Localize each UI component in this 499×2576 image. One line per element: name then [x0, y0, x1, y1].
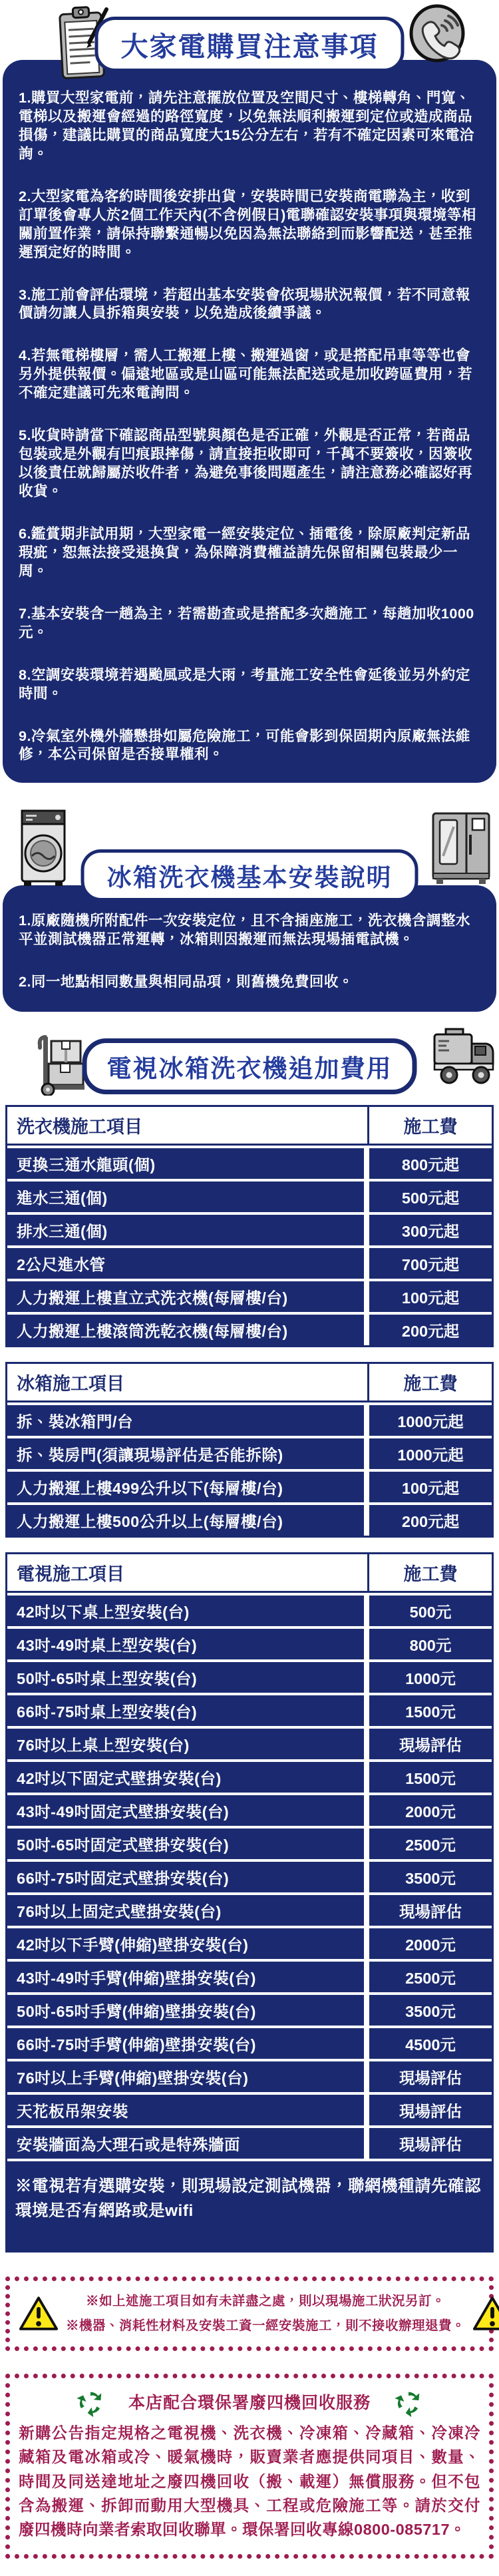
fee-value: 3500元	[369, 1862, 492, 1892]
additional-fees-section	[0, 1026, 499, 2253]
fee-value: 2000元	[369, 1928, 492, 1959]
fee-item-label: 50吋-65吋固定式壁掛安裝(台)	[7, 1828, 364, 1859]
fee-value: 現場評估	[369, 2061, 492, 2092]
table-row	[7, 2095, 492, 2125]
fee-item-label: 50吋-65吋手臂(伸縮)壁掛安裝(台)	[7, 1995, 364, 2026]
washer-fee-table	[5, 1105, 494, 1347]
purchase-notes-title: 大家電購買注意事項	[120, 31, 379, 62]
warning-line: ※機器、消耗性材料及安裝工資一經安裝施工，則不接收辦理退費。	[66, 2318, 466, 2333]
table-row	[7, 1405, 492, 1436]
basic-install-section	[0, 805, 499, 1012]
fee-value: 2500元	[369, 1962, 492, 1992]
section-title-pill	[81, 849, 418, 901]
fee-value: 800元	[369, 1629, 492, 1659]
fee-item-label: 人力搬運上樓500公升以上(每層樓/台)	[7, 1505, 364, 1536]
notice-item: 2.大型家電為客約時間後安排出貨，安裝時間已安裝商電聯為主，收到訂單後會專人於2個工作天內(不含例假日)電聯確認安裝事項與環境等相關前置作業，請保持聯繫通暢以免因為無法聯絡到而影響配送，甚至推遲預定好的時間。	[19, 188, 476, 260]
notice-item: 3.施工前會評估環境，若超出基本安裝會依現場狀況報價，若不同意報價請勿讓人員拆箱與安裝，以免造成後續爭議。	[19, 286, 470, 322]
table-body	[7, 1405, 492, 1536]
fee-item-label: 76吋以上桌上型安裝(台)	[7, 1729, 364, 1759]
fee-value: 500元	[369, 1596, 492, 1626]
table-row	[7, 1438, 492, 1469]
fee-item-label: 66吋-75吋桌上型安裝(台)	[7, 1695, 364, 1726]
fee-item-label: 42吋以下桌上型安裝(台)	[7, 1596, 364, 1626]
table-row	[7, 1695, 492, 1726]
fee-value: 200元起	[369, 1505, 492, 1536]
fee-item-label: 拆、裝房門(須讓現場評估是否能拆除)	[7, 1438, 364, 1469]
table-row	[7, 2061, 492, 2092]
warning-text	[66, 2289, 465, 2338]
fee-item-label: 76吋以上手臂(伸縮)壁掛安裝(台)	[7, 2061, 364, 2092]
fee-item-label: 人力搬運上樓直立式洗衣機(每層樓/台)	[7, 1281, 364, 1312]
additional-fees-header	[0, 1026, 499, 1094]
fee-value: 800元起	[369, 1148, 492, 1179]
table-row	[7, 1895, 492, 1926]
fee-item-label: 42吋以下固定式壁掛安裝(台)	[7, 1762, 364, 1793]
notice-item: 8.空調安裝環境若遇颱風或是大雨，考量施工安全性會延後並另外約定時間。	[19, 666, 470, 702]
fee-value: 1500元	[369, 1695, 492, 1726]
fee-item-label: 50吋-65吋桌上型安裝(台)	[7, 1662, 364, 1693]
purchase-notes-section	[0, 0, 499, 783]
table-row	[7, 1928, 492, 1959]
table-row	[7, 2028, 492, 2059]
table-row	[7, 1795, 492, 1826]
notice-item: 7.基本安裝含一趟為主，若需勘查或是搭配多次趟施工，每趟加收1000元。	[19, 605, 474, 640]
bottom-spacer	[0, 2559, 499, 2576]
table-header-item: 洗衣機施工項目	[17, 1117, 142, 1138]
delivery-truck-icon	[431, 1026, 496, 1088]
table-row	[7, 1862, 492, 1892]
table-row	[7, 1729, 492, 1759]
recycle-icon	[75, 2386, 106, 2417]
notice-item: 1.購買大型家電前，請先注意擺放位置及空間尺寸、樓梯轉角、門寬、電梯以及搬運會經過的路徑寬度，以免無法順利搬運到定位或造成商品損傷，建議比購買的商品寬度大15公分左右，若有不確定因素可來電洽詢。	[19, 90, 474, 162]
fee-value: 1000元起	[369, 1405, 492, 1436]
table-header-row	[7, 1107, 492, 1146]
fee-value: 現場評估	[369, 1729, 492, 1759]
fee-value: 1000元起	[369, 1438, 492, 1469]
fee-item-label: 人力搬運上樓滾筒洗乾衣機(每層樓/台)	[7, 1315, 364, 1345]
fee-value: 300元起	[369, 1215, 492, 1245]
fee-value: 2000元	[369, 1795, 492, 1826]
fee-value: 100元起	[369, 1472, 492, 1502]
fee-item-label: 排水三通(個)	[7, 1215, 364, 1245]
basic-install-header	[0, 805, 499, 901]
table-row	[7, 1505, 492, 1536]
warning-line: ※如上述施工項目如有未詳盡之處，則以現場施工狀況另訂。	[86, 2293, 446, 2308]
section-title-pill	[95, 17, 405, 72]
table-row	[7, 1248, 492, 1279]
notice-item: 4.若無電梯樓層，需人工搬運上樓、搬運過窗，或是搭配吊車等等也會另外提供報價。偏遠地區或是山區可能無法配送或是加收跨區費用，若不確定建議可先來電詢問。	[19, 347, 473, 401]
fee-item-label: 天花板吊架安裝	[7, 2095, 364, 2125]
tv-install-note: ※電視若有選購安裝，則現場設定測試機器，聯網機種請先確認環境是否有網路或是wifi	[7, 2161, 492, 2251]
purchase-notes-panel	[3, 60, 496, 783]
fee-item-label: 43吋-49吋固定式壁掛安裝(台)	[7, 1795, 364, 1826]
purchase-notes-header	[0, 0, 499, 72]
table-row	[7, 1472, 492, 1502]
fee-value: 2500元	[369, 1828, 492, 1859]
table-row	[7, 1995, 492, 2026]
table-row	[7, 1281, 492, 1312]
fee-item-label: 43吋-49吋手臂(伸縮)壁掛安裝(台)	[7, 1962, 364, 1992]
notice-item: 6.鑑賞期非試用期，大型家電一經安裝定位、插電後，除原廠判定新品瑕疵，恕無法接受退換貨，為保障消費權益請先保留相關包裝最少一周。	[19, 525, 470, 579]
hand-truck-icon	[31, 1032, 90, 1096]
table-row	[7, 1215, 492, 1245]
fee-item-label: 43吋-49吋桌上型安裝(台)	[7, 1629, 364, 1659]
fridge-icon	[430, 811, 492, 887]
table-body	[7, 1148, 492, 1345]
table-row	[7, 1315, 492, 1345]
recycle-title: 本店配合環保署廢四機回收服務	[128, 2393, 371, 2412]
fee-item-label: 拆、裝冰箱門/台	[7, 1405, 364, 1436]
recycle-body-text: 新購公告指定規格之電視機、洗衣機、冷凍箱、冷藏箱、冷凍冷藏箱及電冰箱或冷、暖氣機時，販賣業者應提供同項目、數量、時間及同送達地址之廢四機回收（搬、載運）無償服務。但不包含為搬運、拆卸而動用大型機具、工程或危險施工等。請於交付廢四機時向業者索取回收聯單。環保署回收專線0800-085717。	[19, 2424, 480, 2539]
fee-value: 現場評估	[369, 2095, 492, 2125]
fee-value: 500元起	[369, 1181, 492, 1212]
additional-fees-title: 電視冰箱洗衣機追加費用	[106, 1055, 393, 1083]
table-header-fee: 施工費	[367, 1364, 492, 1400]
washing-machine-icon	[20, 805, 67, 888]
recycle-title-row	[19, 2384, 480, 2421]
recycle-icon	[393, 2386, 424, 2417]
fee-item-label: 66吋-75吋手臂(伸縮)壁掛安裝(台)	[7, 2028, 364, 2059]
table-row	[7, 1181, 492, 1212]
fee-value: 700元起	[369, 1248, 492, 1279]
fee-value: 1000元	[369, 1662, 492, 1693]
fee-item-label: 76吋以上固定式壁掛安裝(台)	[7, 1895, 364, 1926]
fee-item-label: 進水三通(個)	[7, 1181, 364, 1212]
fee-item-label: 2公尺進水管	[7, 1248, 364, 1279]
table-header-row	[7, 1554, 492, 1593]
basic-install-panel	[3, 885, 496, 1012]
table-row	[7, 1148, 492, 1179]
table-header-row	[7, 1364, 492, 1402]
fee-item-label: 人力搬運上樓499公升以下(每層樓/台)	[7, 1472, 364, 1502]
fee-value: 100元起	[369, 1281, 492, 1312]
fee-value: 3500元	[369, 1995, 492, 2026]
install-item: 2.同一地點相同數量與相同品項，則舊機免費回收。	[19, 974, 353, 990]
fee-value: 1500元	[369, 1762, 492, 1793]
fee-tables	[5, 1105, 494, 2253]
tv-fee-table	[5, 1552, 494, 2253]
table-row	[7, 1828, 492, 1859]
fee-value: 現場評估	[369, 1895, 492, 1926]
fee-item-label: 安裝牆面為大理石或是特殊牆面	[7, 2128, 364, 2159]
table-row	[7, 1662, 492, 1693]
warning-triangle-icon	[472, 2295, 499, 2332]
notice-item: 5.收貨時請當下確認商品型號與顏色是否正確，外觀是否正常，若商品包裝或是外觀有凹痕跟摔傷，請直接拒收即可，千萬不要簽收，因簽收以後責任就歸屬於收件者，為避免事後問題產生，請注意務必確認好再收貨。	[19, 427, 473, 499]
warning-box	[5, 2276, 494, 2351]
table-header-item: 電視施工項目	[17, 1564, 124, 1585]
fridge-fee-table	[5, 1362, 494, 1538]
table-row	[7, 1629, 492, 1659]
table-body	[7, 1596, 492, 2159]
phone-icon	[409, 4, 466, 63]
fee-item-label: 42吋以下手臂(伸縮)壁掛安裝(台)	[7, 1928, 364, 1959]
basic-install-title: 冰箱洗衣機基本安裝說明	[106, 864, 393, 892]
table-header-fee: 施工費	[367, 1107, 492, 1144]
install-item: 1.原廠隨機所附配件一次安裝定位，且不含插座施工，洗衣機含調整水平並測試機器正常運轉，冰箱則因搬運而無法現場插電試機。	[19, 913, 470, 948]
warning-triangle-icon	[18, 2295, 59, 2332]
section-title-pill	[83, 1038, 417, 1094]
notice-item: 9.冷氣室外機外牆懸掛如屬危險施工，可能會影到保固期內原廠無法維修，本公司保留是否接單權利。	[19, 728, 470, 763]
fee-value: 4500元	[369, 2028, 492, 2059]
fee-item-label: 更換三通水龍頭(個)	[7, 1148, 364, 1179]
table-header-item: 冰箱施工項目	[17, 1374, 124, 1395]
fee-value: 現場評估	[369, 2128, 492, 2159]
fee-value: 200元起	[369, 1315, 492, 1345]
table-row	[7, 1762, 492, 1793]
table-row	[7, 1962, 492, 1992]
table-row	[7, 1596, 492, 1626]
table-row	[7, 2128, 492, 2159]
recycle-box	[5, 2374, 494, 2559]
fee-item-label: 66吋-75吋固定式壁掛安裝(台)	[7, 1862, 364, 1892]
table-header-fee: 施工費	[367, 1554, 492, 1591]
